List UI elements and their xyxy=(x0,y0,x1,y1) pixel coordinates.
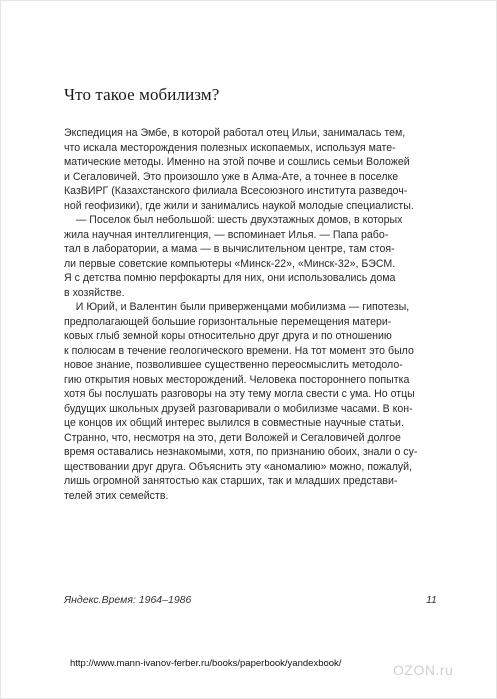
text-line: гию открытия новых месторождений. Человека постороннего попытка xyxy=(64,373,410,386)
text-line: время оставались незнакомыми, хотя, по признанию обоих, знали о су- xyxy=(64,446,418,458)
body-text xyxy=(64,126,436,503)
paragraph-3 xyxy=(64,300,436,503)
text-line: хотя бы послушать разговоры на эту тему могла свести с ума. Но отцы xyxy=(64,388,415,400)
paragraph-1 xyxy=(64,126,436,213)
text-line: будущих школьных друзей разговаривали о мобилизме часами. В кон- xyxy=(64,402,413,415)
text-line: Экспедиция на Эмбе, в которой работал отец Ильи, занималась тем, xyxy=(64,127,406,139)
text-line: предполагающей большие горизонтальные перемещения матери- xyxy=(64,315,392,328)
text-line: к полюсам в течение геологического времени. На тот момент это было xyxy=(64,344,414,357)
text-line: что искала месторождения полезных ископаемых, используя мате- xyxy=(64,141,396,154)
page-number: 11 xyxy=(426,594,437,606)
text-line: ной геофизики), где жили и занимались наукой молодые специалисты. xyxy=(64,199,414,212)
text-line: И Юрий, и Валентин были приверженцами мобилизма — гипотезы, xyxy=(64,301,410,313)
text-line: ли первые советские компьютеры «Минск-22», «Минск-32», БЭСМ. xyxy=(64,257,396,270)
text-line: телей этих семейств. xyxy=(64,489,169,502)
paragraph-2 xyxy=(64,213,436,300)
text-line: ковых глыб земной коры относительно друг друга и по отношению xyxy=(64,330,392,342)
text-line: ществовании друг друга. Объяснить эту «аномалию» можно, пожалуй, xyxy=(64,460,413,473)
text-line: тал в лаборатории, а мама — в вычислительном центре, там стоя- xyxy=(64,243,395,255)
text-line: КазВИРГ (Казахстанского филиала Всесоюзного института разведоч- xyxy=(64,185,408,197)
section-heading: Что такое мобилизм? xyxy=(64,85,220,104)
text-line: жила научная интеллигенция, — вспоминает Илья. — Папа рабо- xyxy=(64,228,389,241)
text-line: Странно, что, несмотря на это, дети Воложей и Сегаловичей долгое xyxy=(64,431,401,444)
text-line: — Поселок был небольшой: шесть двухэтажных домов, в которых xyxy=(64,214,403,226)
source-url-link[interactable]: http://www.mann-ivanov-ferber.ru/books/paperbook/yandexbook/ xyxy=(70,658,342,669)
text-line: це концов их общий интерес вылился в совместные научные статьи. xyxy=(64,417,404,429)
text-line: матические методы. Именно на этой почве и сошлись семьи Воложей xyxy=(64,156,410,168)
ozon-watermark-logo: OZON.ru xyxy=(393,662,454,678)
text-line: новое знание, позволившее существенно переосмыслить методоло- xyxy=(64,359,403,371)
text-line: Я с детства помню перфокарты для них, они использовались дома xyxy=(64,272,396,284)
running-footer-title: Яндекс.Время: 1964–1986 xyxy=(64,594,192,606)
text-line: в хозяйстве. xyxy=(64,286,125,299)
text-line: и Сегаловичей. Это произошло уже в Алма-Ате, а точнее в поселке xyxy=(64,170,399,183)
text-line: лишь огромной занятостью как старших, так и младших представи- xyxy=(64,475,398,487)
